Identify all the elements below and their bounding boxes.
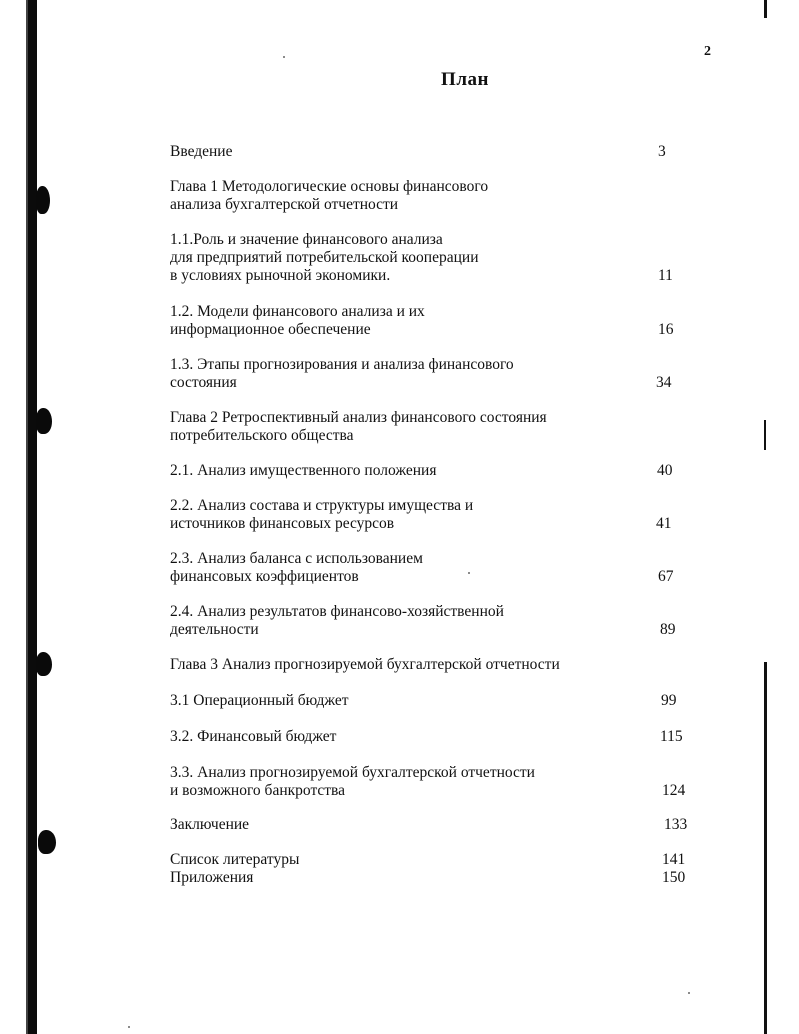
toc-entry-line: 3.1 Операционный бюджет xyxy=(170,692,349,709)
toc-page-number: 11 xyxy=(658,267,673,284)
scan-speck xyxy=(128,1026,130,1028)
toc-entry-line: Список литературы xyxy=(170,851,300,868)
toc-entry-line: Введение xyxy=(170,143,233,160)
toc-entry-line: потребительского общества xyxy=(170,427,354,444)
punch-hole-mark xyxy=(38,830,56,854)
toc-page-number: 124 xyxy=(662,782,686,799)
toc-entry-line: финансовых коэффициентов xyxy=(170,568,359,585)
scan-right-border-bottom xyxy=(764,662,767,1034)
toc-entry-line: 3.2. Финансовый бюджет xyxy=(170,728,337,745)
toc-page-number: 99 xyxy=(661,692,677,709)
toc-page-number: 133 xyxy=(664,816,688,833)
page-title: План xyxy=(441,69,489,90)
punch-hole-mark xyxy=(36,408,52,434)
toc-page-number: 34 xyxy=(656,374,672,391)
toc-entry-line: 1.2. Модели финансового анализа и их xyxy=(170,303,425,320)
toc-page-number: 16 xyxy=(658,321,674,338)
scan-speck xyxy=(688,992,690,994)
toc-entry-line: 3.3. Анализ прогнозируемой бухгалтерской отчетности xyxy=(170,764,535,781)
toc-entry-line: 2.1. Анализ имущественного положения xyxy=(170,462,437,479)
toc-entry-line: состояния xyxy=(170,374,237,391)
toc-entry-line: для предприятий потребительской кооперации xyxy=(170,249,479,266)
toc-page-number: 3 xyxy=(658,143,666,160)
toc-entry-line: 2.4. Анализ результатов финансово-хозяйственной xyxy=(170,603,504,620)
toc-entry-line: информационное обеспечение xyxy=(170,321,371,338)
scan-right-mark xyxy=(764,420,766,450)
punch-hole-mark xyxy=(36,652,52,676)
scan-right-border-top xyxy=(764,0,767,18)
toc-entry-line: 2.2. Анализ состава и структуры имущества и xyxy=(170,497,474,514)
scan-speck xyxy=(468,572,470,574)
toc-page-number: 41 xyxy=(656,515,672,532)
scan-speck xyxy=(283,56,285,58)
toc-page-number: 67 xyxy=(658,568,674,585)
toc-page-number: 150 xyxy=(662,869,686,886)
punch-hole-mark xyxy=(36,186,50,214)
toc-page-number: 141 xyxy=(662,851,686,868)
toc-page-number: 115 xyxy=(660,728,683,745)
toc-entry-line: в условиях рыночной экономики. xyxy=(170,267,391,284)
toc-entry-line: Заключение xyxy=(170,816,250,833)
toc-entry-line: анализа бухгалтерской отчетности xyxy=(170,196,399,213)
toc-entry-line: Приложения xyxy=(170,869,254,886)
toc-entry-line: 1.1.Роль и значение финансового анализа xyxy=(170,231,443,248)
page-number: 2 xyxy=(704,44,711,59)
toc-page-number: 89 xyxy=(660,621,676,638)
toc-entry-line: и возможного банкротства xyxy=(170,782,346,799)
toc-entry-line: Глава 3 Анализ прогнозируемой бухгалтерской отчетности xyxy=(170,656,560,673)
toc-entry-line: источников финансовых ресурсов xyxy=(170,515,395,532)
toc-entry-line: 2.3. Анализ баланса с использованием xyxy=(170,550,423,567)
toc-entry-line: Глава 1 Методологические основы финансового xyxy=(170,178,489,195)
toc-entry-line: деятельности xyxy=(170,621,259,638)
scan-left-border xyxy=(28,0,37,1034)
toc-entry-line: Глава 2 Ретроспективный анализ финансового состояния xyxy=(170,409,547,426)
toc-page-number: 40 xyxy=(657,462,673,479)
toc-entry-line: 1.3. Этапы прогнозирования и анализа финансового xyxy=(170,356,514,373)
